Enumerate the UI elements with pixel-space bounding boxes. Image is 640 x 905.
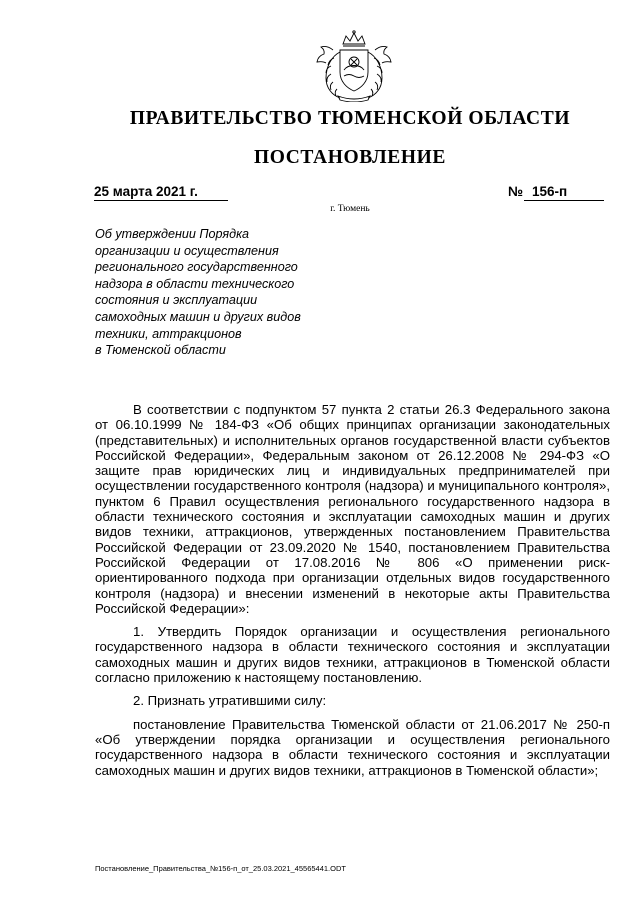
item-2-subparagraph: постановление Правительства Тюменской области от 21.06.2017 № 250-п «Об утверждении порядка организации и осуществления регионального государственного надзора в области технического состояния и эксплуатации самоходных машин и других видов техники, аттракционов в Тюменской области»;	[95, 716, 610, 778]
document-type: ПОСТАНОВЛЕНИЕ	[253, 147, 447, 168]
subject-line: состояния и эксплуатации	[95, 293, 258, 308]
document-subject	[95, 226, 345, 359]
city: г. Тюмень	[330, 204, 370, 214]
subject-line: в Тюменской области	[95, 343, 226, 358]
number-label: №	[508, 184, 524, 199]
subject-line: регионального государственного	[95, 260, 298, 275]
subject-line: техники, аттракционов	[95, 326, 242, 341]
coat-of-arms-emblem	[310, 28, 398, 102]
footer-filename: Постановление_Правительства_№156-п_от_25.03.2021_45565441.ODT	[95, 864, 346, 873]
item-2-paragraph: 2. Признать утратившими силу:	[133, 693, 327, 709]
preamble-paragraph: В соответствии с подпунктом 57 пункта 2 статьи 26.3 Федерального закона от 06.10.1999 № 184-ФЗ «Об общих принципах организации законодательных (представительных) и исполнительных органов государственной власти субъектов Российской Федерации», Федеральным законом от 26.12.2008 № 294-ФЗ «О защите прав юридических лиц и индивидуальных предпринимателей при осуществлении государственного контроля (надзора) и муниципального контроля», пунктом 6 Правил осуществления регионального государственного надзора в области технического состояния и эксплуатации самоходных машин и других видов техники, аттракционов, утвержденных постановлением Правительства Российской Федерации от 23.09.2020 № 1540, постановлением Правительства Российской Федерации от 17.08.2016 № 806 «О применении риск-ориентированного подхода при организации отдельных видов государственного контроля (надзора) и внесении изменений в некоторые акты Правительства Российской Федерации»:	[95, 402, 610, 616]
subject-line: Об утверждении Порядка	[95, 227, 250, 241]
document-body	[95, 402, 610, 778]
item-1-paragraph: 1. Утвердить Порядок организации и осуществления регионального государственного надзора в области технического состояния и эксплуатации самоходных машин и других видов техники, аттракционов в Тюменской области согласно приложению к настоящему постановлению.	[95, 624, 610, 686]
document-date: 25 марта 2021 г.	[94, 184, 228, 201]
subject-line: организации и осуществления	[95, 243, 279, 258]
subject-line: надзора в области технического	[95, 276, 295, 291]
document-number: 156-п	[524, 184, 604, 201]
government-title: ПРАВИТЕЛЬСТВО ТЮМЕНСКОЙ ОБЛАСТИ	[129, 108, 571, 129]
subject-line: самоходных машин и других видов	[95, 309, 301, 324]
